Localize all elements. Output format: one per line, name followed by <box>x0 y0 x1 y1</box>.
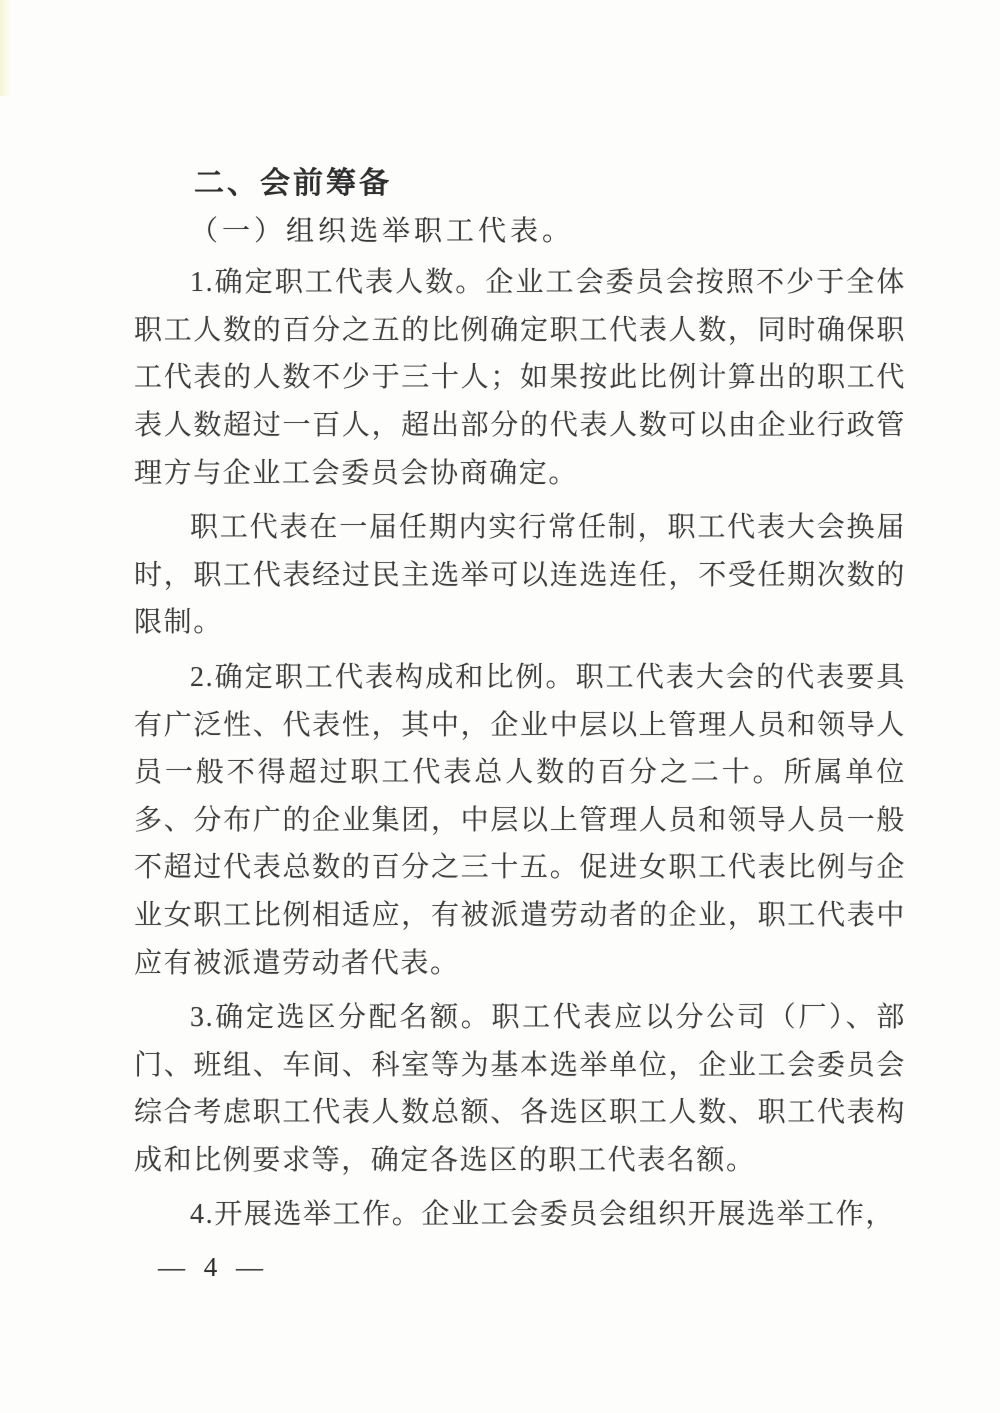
paragraph-composition-ratio: 2.确定职工代表构成和比例。职工代表大会的代表要具有广泛性、代表性，其中，企业中层以上管理人员和领导人员一般不得超过职工代表总人数的百分之二十。所属单位多、分布广的企业集团，中层以上管理人员和领导人员一般不超过代表总数的百分之三十五。促进女职工代表比例与企业女职工比例相适应，有被派遣劳动者的企业，职工代表中应有被派遣劳动者代表。 <box>134 661 906 979</box>
paragraph-election-work: 4.开展选举工作。企业工会委员会组织开展选举工作， <box>190 1199 896 1231</box>
page-number: — 4 — <box>158 1252 269 1282</box>
page-footer <box>158 1252 269 1283</box>
paragraph-district-quota: 3.确定选区分配名额。职工代表应以分公司（厂）、部门、班组、车间、科室等为基本选举单位，企业工会委员会综合考虑职工代表人数总额、各选区职工人数、职工代表构成和比例要求等，确定各选区的职工代表名额。 <box>134 1002 906 1176</box>
paragraph-tenure-system: 职工代表在一届任期内实行常任制，职工代表大会换届时，职工代表经过民主选举可以连选连任，不受任期次数的限制。 <box>134 512 906 639</box>
scan-edge-artifact <box>0 0 11 96</box>
document-content <box>134 160 906 1246</box>
section-heading: 二、会前筹备 <box>194 167 392 200</box>
subsection-heading: （一）组织选举职工代表。 <box>190 215 575 247</box>
paragraph-representative-number: 1.确定职工代表人数。企业工会委员会按照不少于全体职工人数的百分之五的比例确定职工代表人数，同时确保职工代表的人数不少于三十人；如果按此比例计算出的职工代表人数超过一百人，超出部分的代表人数可以由企业行政管理方与企业工会委员会协商确定。 <box>134 267 906 489</box>
